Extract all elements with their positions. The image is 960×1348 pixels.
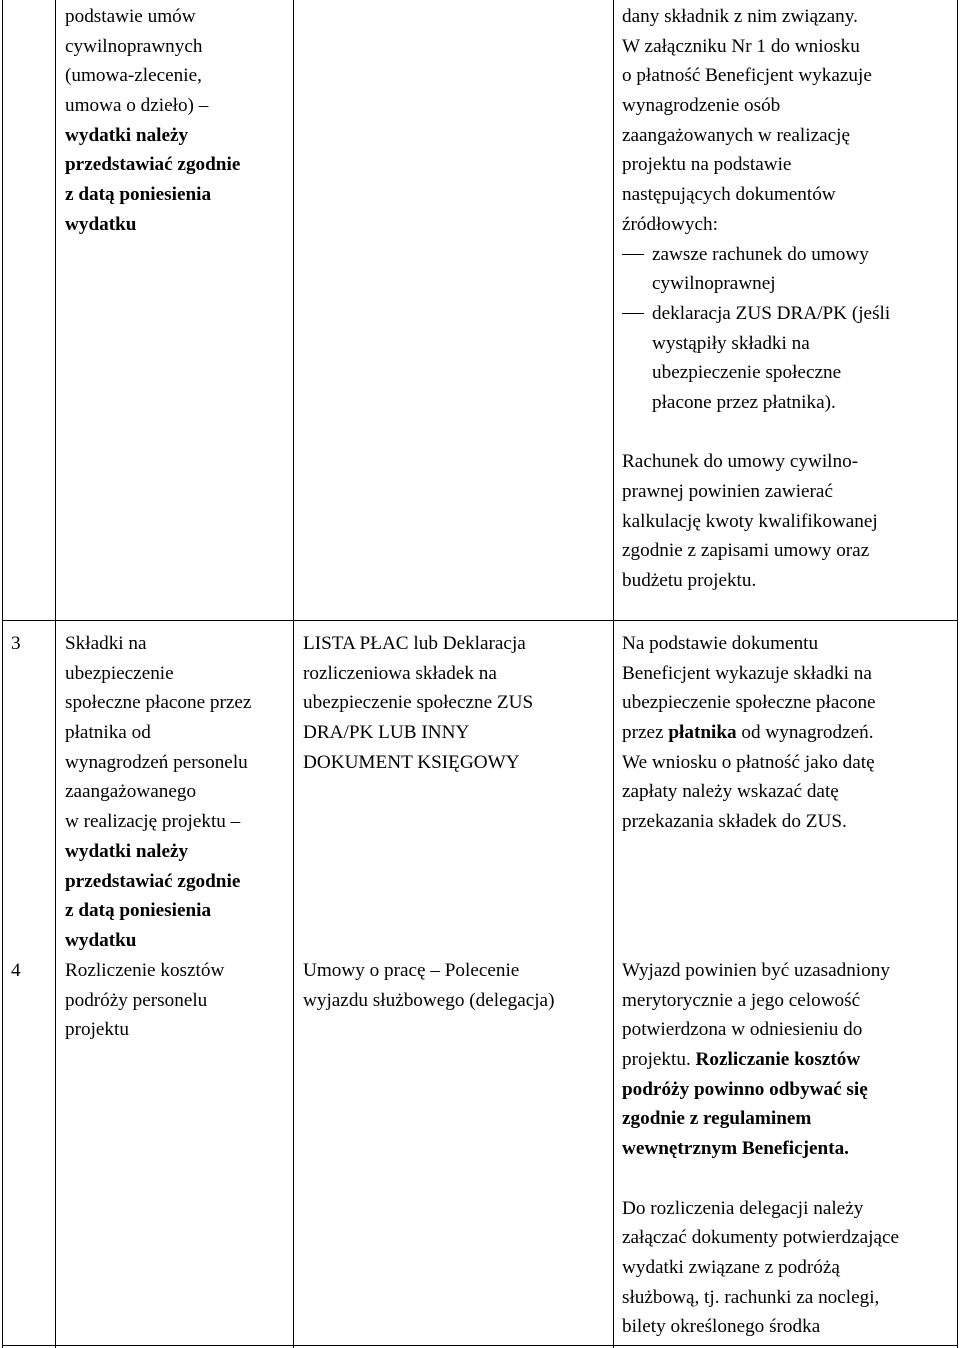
text-line: zgodnie z zapisami umowy oraz bbox=[622, 540, 870, 562]
text-line: zaangażowanych w realizację bbox=[622, 124, 850, 146]
text-line: LISTA PŁAC lub Deklaracja bbox=[303, 633, 526, 654]
text-line: Umowy o pracę – Polecenie bbox=[303, 960, 520, 981]
text-span: przez bbox=[622, 722, 669, 744]
text-line-bold: wydatku bbox=[65, 929, 137, 951]
text-line: umowa o dzieło) – bbox=[65, 95, 209, 117]
text-span: projektu. bbox=[622, 1049, 696, 1071]
text-line: wystąpiły składki na bbox=[652, 332, 810, 354]
text-line: potwierdzona w odniesieniu do bbox=[622, 1019, 863, 1041]
text-line: dany składnik z nim związany. bbox=[622, 6, 858, 27]
text-line: zawsze rachunek do umowy bbox=[652, 243, 869, 265]
text-line: ubezpieczenie społeczne płacone bbox=[622, 692, 876, 714]
text-line-bold: podróży powinno odbywać się bbox=[622, 1078, 868, 1100]
text-line: wydatki związane z podróżą bbox=[622, 1256, 840, 1278]
text-line-bold: wydatki należy bbox=[65, 840, 189, 862]
row-3-documents-cell bbox=[303, 629, 608, 777]
text-line-bold: przedstawiać zgodnie bbox=[65, 154, 241, 176]
text-line: We wniosku o płatność jako datę bbox=[622, 751, 875, 773]
text-line: źródłowych: bbox=[622, 213, 718, 235]
text-line: służbową, tj. rachunki za noclegi, bbox=[622, 1286, 880, 1308]
text-span-bold: Rozliczanie kosztów bbox=[695, 1049, 861, 1071]
row-4-documents-cell bbox=[303, 956, 608, 1015]
text-line: rozliczeniowa składek na bbox=[303, 662, 497, 684]
text-line-bold: wydatku bbox=[65, 213, 137, 235]
row-number: 3 bbox=[11, 633, 21, 654]
row-3-description-cell bbox=[622, 629, 952, 837]
text-line-bold: z datą poniesienia bbox=[65, 900, 212, 922]
text-line: płatnika od bbox=[65, 722, 151, 744]
text-line-bold: wydatki należy bbox=[65, 124, 189, 146]
text-line: merytorycznie a jego celowość bbox=[622, 989, 861, 1011]
text-line: bilety określonego środka bbox=[622, 1316, 821, 1338]
text-line: cywilnoprawnej bbox=[652, 273, 776, 295]
row-4-number bbox=[11, 956, 21, 986]
text-line: podstawie umów bbox=[65, 6, 196, 27]
text-line: cywilnoprawnych bbox=[65, 35, 203, 57]
text-line: budżetu projektu. bbox=[622, 570, 757, 592]
text-line: w realizację projektu – bbox=[65, 811, 241, 833]
table-row-separator bbox=[2, 620, 958, 621]
table-border-right bbox=[957, 0, 958, 1348]
text-line: społeczne płacone przez bbox=[65, 692, 252, 714]
text-line: wynagrodzeń personelu bbox=[65, 751, 248, 773]
text-line: W załączniku Nr 1 do wniosku bbox=[622, 35, 860, 57]
text-line: o płatność Beneficjent wykazuje bbox=[622, 65, 872, 87]
text-line: płacone przez płatnika). bbox=[652, 391, 836, 413]
text-line: Do rozliczenia delegacji należy bbox=[622, 1197, 864, 1219]
list-item bbox=[622, 299, 952, 418]
table-divider-1 bbox=[55, 0, 56, 1348]
text-line-bold: przedstawiać zgodnie bbox=[65, 870, 241, 892]
text-line: ubezpieczenie społeczne bbox=[652, 362, 842, 384]
text-line: Na podstawie dokumentu bbox=[622, 633, 819, 654]
row-prev-title-cell bbox=[65, 2, 287, 240]
text-line-bold: zgodnie z regulaminem bbox=[622, 1108, 812, 1130]
row-3-title-cell bbox=[65, 629, 287, 956]
text-line: DOKUMENT KSIĘGOWY bbox=[303, 751, 520, 773]
dash-bullet-icon bbox=[622, 313, 644, 314]
text-line: Wyjazd powinien być uzasadniony bbox=[622, 960, 890, 981]
text-line: przekazania składek do ZUS. bbox=[622, 811, 847, 833]
text-line: kalkulację kwoty kwalifikowanej bbox=[622, 510, 878, 532]
text-line: podróży personelu bbox=[65, 989, 208, 1011]
text-line: zapłaty należy wskazać datę bbox=[622, 781, 839, 803]
list-item bbox=[622, 240, 952, 299]
text-line: następujących dokumentów bbox=[622, 184, 836, 206]
text-line: wynagrodzenie osób bbox=[622, 95, 781, 117]
text-line-bold: z datą poniesienia bbox=[65, 184, 212, 206]
text-line bbox=[622, 1045, 952, 1075]
row-4-title-cell bbox=[65, 956, 287, 1045]
dash-bullet-icon bbox=[622, 254, 644, 255]
text-line-bold: wewnętrznym Beneficjenta. bbox=[622, 1138, 849, 1160]
row-3-number bbox=[11, 629, 21, 659]
text-span: od wynagrodzeń. bbox=[736, 722, 874, 744]
text-line bbox=[622, 718, 952, 748]
text-line: Beneficjent wykazuje składki na bbox=[622, 662, 872, 684]
table-divider-2 bbox=[293, 0, 294, 1348]
text-line: Składki na bbox=[65, 633, 147, 654]
text-line: projektu bbox=[65, 1019, 129, 1041]
text-line: projektu na podstawie bbox=[622, 154, 792, 176]
row-4-description-cell bbox=[622, 956, 952, 1342]
text-line: prawnej powinien zawierać bbox=[622, 481, 833, 502]
text-line: (umowa-zlecenie, bbox=[65, 65, 202, 87]
text-line: DRA/PK LUB INNY bbox=[303, 722, 470, 744]
text-line: wyjazdu służbowego (delegacja) bbox=[303, 989, 555, 1011]
table-border-left bbox=[2, 0, 3, 1348]
table-divider-3 bbox=[613, 0, 614, 1348]
row-prev-description-cell bbox=[622, 2, 952, 596]
text-span-bold: płatnika bbox=[668, 722, 737, 744]
text-line: zaangażowanego bbox=[65, 781, 197, 803]
text-line: załączać dokumenty potwierdzające bbox=[622, 1227, 899, 1249]
text-line: deklaracja ZUS DRA/PK (jeśli bbox=[652, 302, 891, 324]
text-line: ubezpieczenie społeczne ZUS bbox=[303, 692, 534, 714]
text-line: Rozliczenie kosztów bbox=[65, 960, 225, 981]
text-line: Rachunek do umowy cywilno- bbox=[622, 451, 859, 473]
row-number: 4 bbox=[11, 960, 21, 981]
text-line: ubezpieczenie bbox=[65, 662, 174, 684]
table-bottom-border bbox=[2, 1345, 958, 1346]
